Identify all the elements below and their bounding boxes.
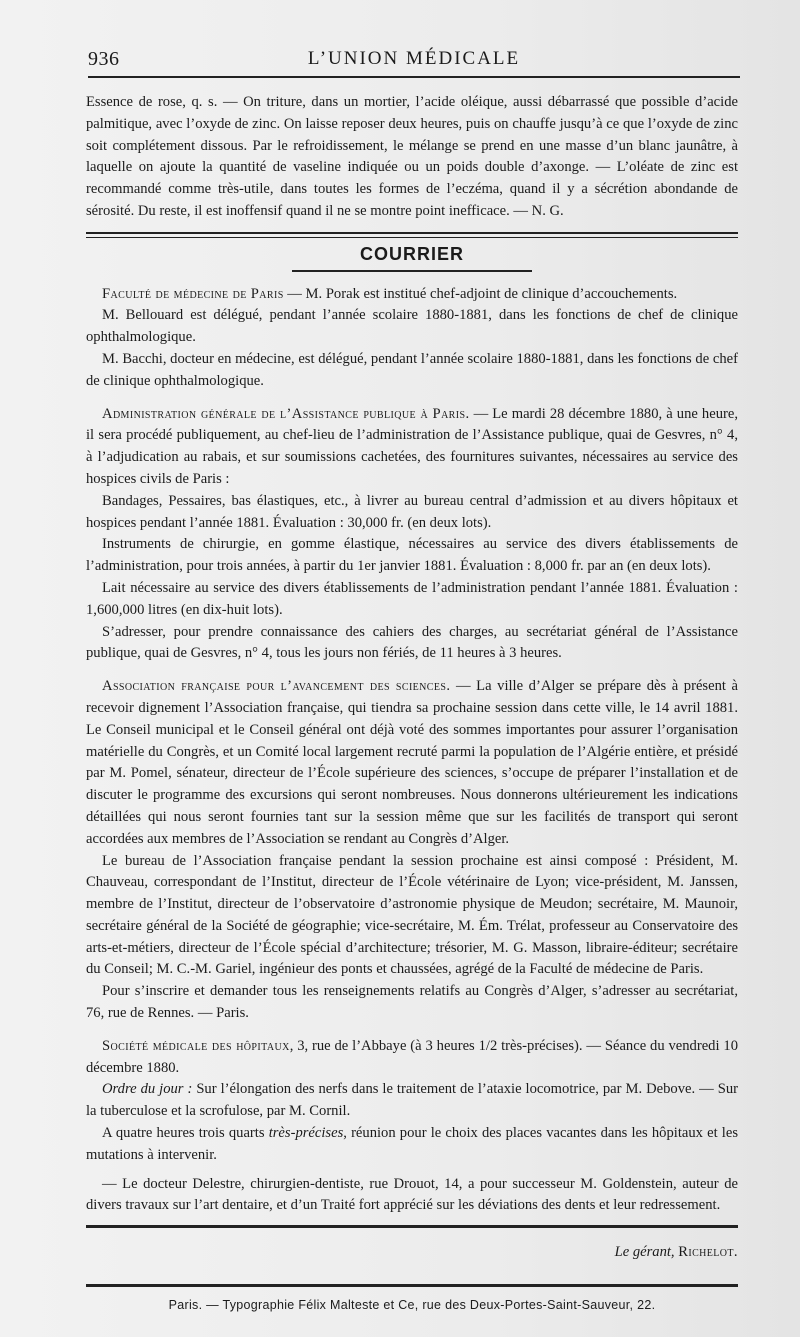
title-underline: [292, 270, 532, 272]
page-number: 936: [88, 48, 120, 70]
assistance-heading: Administration générale de l’Assistance publique à Paris.: [102, 405, 470, 422]
association-text: — La ville d’Alger se prépare dès à présent à recevoir dignement l’Association française, qui tiendra sa prochaine session dans cette ville, le 14 avril 1881. Le Conseil municipal et le Conseil général ont déjà voté des sommes importantes pour assurer l’organisation matérielle du Congrès, et un Comité local largement recruté parmi la population de l’Algérie entière, et présidé par M. Pomel, sénateur, directeur de l’École supérieure des sciences, s’occupe de préparer l’installation et de discuter le programme des excursions qui seront nombreuses. Nous donnerons ultérieurement les indications détaillées qui nous seront fournies tant sur la session même que sur les facilités de transport qui seront accordées aux membres de l’Association se rendant au Congrès d’Alger.: [86, 678, 739, 847]
association-inscription: Pour s’inscrire et demander tous les renseignements relatifs au Congrès d’Alger, s’adresser au secrétariat, 76, rue de Rennes. — Paris.: [86, 983, 738, 1022]
closing-rule: [86, 1225, 738, 1228]
delestre-paragraph: — Le docteur Delestre, chirurgien-dentiste, rue Drouot, 14, a pour successeur M. Goldenstein, auteur de divers travaux sur l’art dentaire, et d’un Traité fort apprécié sur les déviations des dents et leur redressement.: [86, 1175, 738, 1214]
faculte-paragraph: [86, 284, 738, 306]
ordre-text: Sur l’élongation des nerfs dans le traitement de l’ataxie locomotrice, par M. Debove. — Sur la tuberculose et la scrofulose, par M. Cornil.: [86, 1081, 738, 1120]
article-body: [86, 92, 738, 1317]
societe-heading: Société médicale des hôpitaux: [102, 1037, 290, 1054]
bellouard-paragraph: M. Bellouard est délégué, pendant l’année scolaire 1880-1881, dans les fonctions de chef de clinique ophthalmologique.: [86, 307, 738, 346]
faculte-text: — M. Porak est institué chef-adjoint de clinique d’accouchements.: [283, 285, 678, 302]
ordre-du-jour: [86, 1079, 738, 1123]
assistance-closing: S’adresser, pour prendre connaissance des cahiers des charges, au secrétariat général de l’Assistance publique, quai de Gesvres, n° 4, tous les jours non fériés, de 11 heures à 3 heures.: [86, 623, 738, 662]
assistance-item-lait: Lait nécessaire au service des divers établissements de l’administration pendant l’année 1881. Évaluation : 1,600,000 litres (en dix-huit lots).: [86, 579, 738, 618]
reunion-paragraph: [86, 1123, 738, 1167]
assistance-item-instruments: Instruments de chirurgie, en gomme élastique, nécessaires au service des divers établissements de l’administration, pour trois années, à partir du 1er janvier 1881. Évaluation : 8,000 fr. par an (en deux lots).: [86, 536, 738, 575]
assistance-paragraph: [86, 404, 738, 491]
association-bureau: Le bureau de l’Association française pendant la session prochaine est ainsi composé : Président, M. Chauveau, correspondant de l’Institut, directeur de l’École vétérinaire de Lyon; vice-président, M. Janssen, membre de l’Institut, directeur de l’observatoire d’astronomie physique de Meudon; secrétaire, M. Maunoir, secrétaire général de la Société de géographie; vice-secrétaire, M. Ém. Trélat, professeur au Conservatoire des arts-et-métiers, directeur de l’École spécial d’architecture; trésorier, M. G. Masson, libraire-éditeur; secrétaire du Conseil; M. C.-M. Gariel, ingénieur des ponts et chaussées, agrégé de la Faculté de médecine de Paris.: [86, 852, 738, 978]
running-head: [88, 48, 740, 74]
reunion-emphasis: très-précises: [268, 1125, 344, 1142]
reunion-text-b: , réunion pour le choix des places vacantes dans les hôpitaux et les mutations à intervenir.: [86, 1125, 738, 1163]
printer-imprint: Paris. — Typographie Félix Malteste et Ce, rue des Deux-Portes-Saint-Sauveur, 22.: [168, 1298, 656, 1313]
ordre-label: Ordre du jour :: [102, 1081, 193, 1098]
intro-paragraph: Essence de rose, q. s. — On triture, dans un mortier, l’acide oléique, aussi débarrassé que possible d’acide palmitique, avec l’oxyde de zinc. On laisse reposer deux heures, puis on chauffe jusqu’à ce que l’oxyde de zinc soit complétement dissous. Par le refroidissement, le mélange se prend en une masse d’un blanc jaunâtre, à laquelle on ajoute la quantité de vaseline indiquée ou un poids double d’axonge. — L’oléate de zinc est recommandé comme très-utile, dans toutes les formes de l’eczéma, quand il y a sécrétion abondande de sérosité. Du reste, il est inoffensif quand il ne se montre point inefficace. — N. G.: [86, 94, 738, 219]
spacer: [86, 1025, 738, 1036]
section-title: COURRIER: [359, 243, 464, 264]
journal-title: L’UNION MÉDICALE: [307, 48, 521, 69]
faculte-heading: Faculté de médecine de Paris: [102, 285, 284, 302]
signature: [86, 1242, 738, 1264]
spacer: [86, 1167, 738, 1174]
section-separator: [86, 232, 738, 238]
societe-paragraph: [86, 1036, 738, 1080]
association-paragraph: [86, 676, 738, 850]
association-heading: Association française pour l’avancement des sciences.: [102, 678, 451, 695]
spacer: [86, 393, 738, 404]
assistance-item-bandages: Bandages, Pessaires, bas élastiques, etc., à livrer au bureau central d’admission et au divers hôpitaux et hospices pendant l’année 1881. Évaluation : 30,000 fr. (en deux lots).: [86, 492, 738, 531]
header-rule: [88, 76, 740, 78]
imprint-rule: [86, 1284, 738, 1287]
assistance-text: — Le mardi 28 décembre 1880, à une heure, il sera procédé publiquement, au chef-lieu de l’administration de l’Assistance publique, quai de Gesvres, n° 4, à l’adjudication au rabais, et sur soumissions cachetées, des fournitures suivantes, nécessaires au service des hospices civils de Paris :: [86, 405, 738, 487]
bacchi-paragraph: M. Bacchi, docteur en médecine, est délégué, pendant l’année scolaire 1880-1881, dans les fonctions de chef de clinique ophthalmologique.: [86, 350, 738, 389]
signature-label: Le gérant,: [614, 1244, 675, 1261]
reunion-text-a: A quatre heures trois quarts: [102, 1125, 269, 1142]
spacer: [86, 665, 738, 676]
signature-name: Richelot.: [678, 1244, 738, 1261]
societe-text: , 3, rue de l’Abbaye (à 3 heures 1/2 très-précises). — Séance du vendredi 10 décembre 1880.: [86, 1037, 738, 1076]
